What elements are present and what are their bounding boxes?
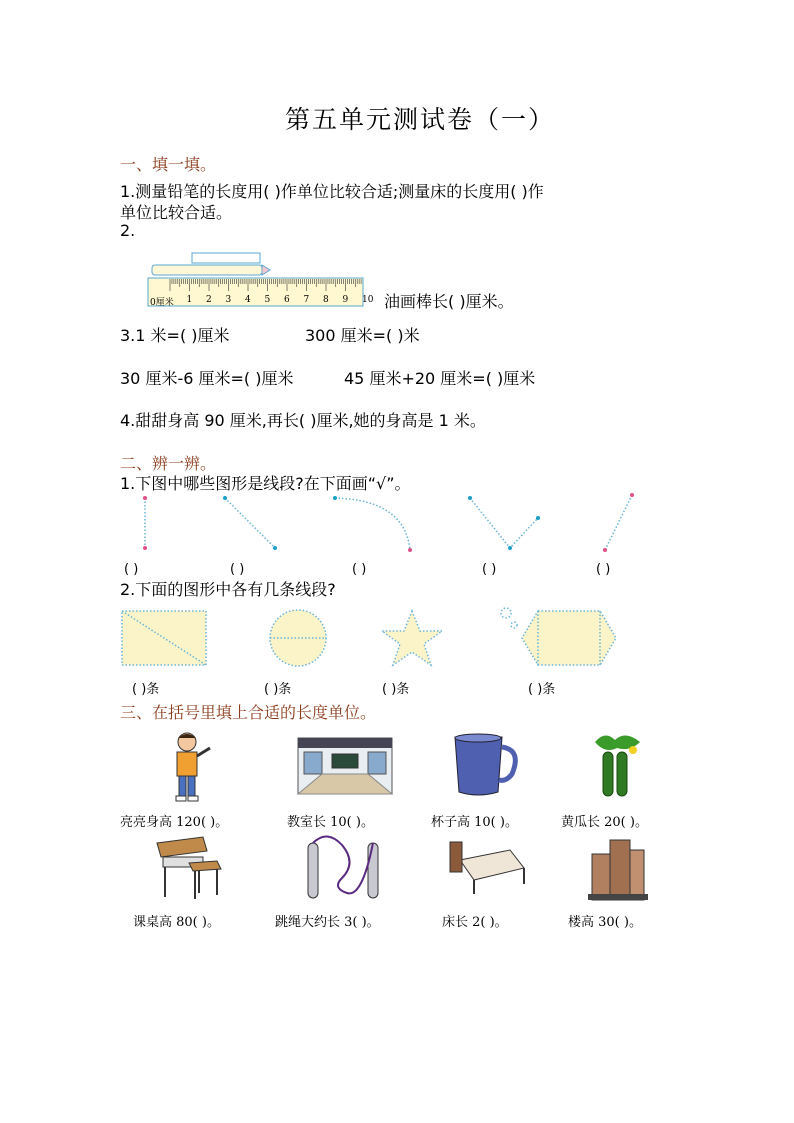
q2-text: 油画棒长( )厘米。	[384, 292, 514, 311]
s2-q1-paren-5: ( )	[596, 562, 611, 577]
figure-curve	[335, 498, 410, 550]
ruler-number: 10	[362, 295, 374, 305]
ruler-number: 3	[225, 295, 232, 305]
section3-heading: 三、在括号里填上合适的长度单位。	[120, 703, 377, 722]
hexagon-figure	[501, 608, 616, 665]
s2-q1-paren-1: ( )	[124, 562, 139, 577]
building-icon	[588, 836, 648, 902]
s2-q2-answer-1: ( )条	[132, 682, 160, 697]
ruler-number: 7	[303, 295, 310, 305]
line-figures	[120, 490, 660, 560]
q2-label: 2.	[120, 221, 136, 240]
boy-figure-icon	[160, 730, 220, 805]
s2-q2: 2.下面的图形中各有几条线段?	[120, 580, 336, 599]
ruler-number: 2	[206, 295, 212, 305]
section1-heading: 一、填一填。	[120, 155, 217, 174]
q3-c: 30 厘米-6 厘米=( )厘米	[120, 369, 294, 388]
q1-line2: 单位比较合适。	[120, 203, 233, 222]
desk-icon	[155, 835, 225, 903]
q4: 4.甜甜身高 90 厘米,再长( )厘米,她的身高是 1 米。	[120, 411, 486, 430]
s3-item-7: 床长 2( )。	[442, 915, 508, 930]
figure-angle	[470, 498, 538, 548]
q3-d: 45 厘米+20 厘米=( )厘米	[344, 369, 536, 388]
s2-q2-answer-4: ( )条	[528, 682, 556, 697]
s3-item-6: 跳绳大约长 3( )。	[275, 915, 380, 930]
ruler-number: 5	[264, 295, 271, 305]
s3-item-4: 黄瓜长 20( )。	[561, 815, 648, 830]
s2-q1-paren-3: ( )	[352, 562, 367, 577]
s2-q1: 1.下图中哪些图形是线段?在下面画“√”。	[120, 474, 411, 493]
s3-item-5: 课桌高 80( )。	[133, 915, 220, 930]
q3-b: 300 厘米=( )米	[305, 326, 420, 345]
ruler-number: 1	[186, 295, 193, 305]
figure-diagonal-segment	[225, 498, 275, 548]
shape-figures	[120, 605, 620, 670]
s2-q2-answer-2: ( )条	[264, 682, 292, 697]
ruler-number: 4	[245, 295, 251, 305]
s3-item-2: 教室长 10( )。	[287, 815, 374, 830]
bed-icon	[448, 838, 528, 898]
s3-item-3: 杯子高 10( )。	[431, 815, 518, 830]
ruler-number: 8	[323, 295, 329, 305]
star	[382, 611, 442, 665]
crayon-icon	[152, 253, 270, 275]
section2-heading: 二、辨一辨。	[120, 454, 217, 473]
cup-icon	[450, 732, 525, 797]
s2-q2-answer-3: ( )条	[382, 682, 410, 697]
s2-q1-paren-4: ( )	[482, 562, 497, 577]
ruler-zero-label: 0厘米	[150, 298, 174, 308]
circle-with-diameter	[270, 610, 326, 666]
figure-ray	[605, 495, 632, 550]
page-title: 第五单元测试卷（一）	[285, 105, 556, 134]
ruler-number: 6	[284, 295, 290, 305]
ruler-illustration	[148, 250, 368, 310]
classroom-icon	[298, 738, 392, 794]
cucumber-icon	[585, 730, 650, 800]
s2-q1-paren-2: ( )	[230, 562, 245, 577]
s3-item-1: 亮亮身高 120( )。	[120, 815, 229, 830]
ruler-number: 9	[342, 295, 349, 305]
q3-a: 3.1 米=( )厘米	[120, 326, 230, 345]
s3-item-8: 楼高 30( )。	[568, 915, 642, 930]
jump-rope-icon	[302, 833, 387, 903]
rectangle-with-diagonal	[122, 611, 206, 665]
q1-line1: 1.测量铅笔的长度用( )作单位比较合适;测量床的长度用( )作	[120, 182, 544, 201]
